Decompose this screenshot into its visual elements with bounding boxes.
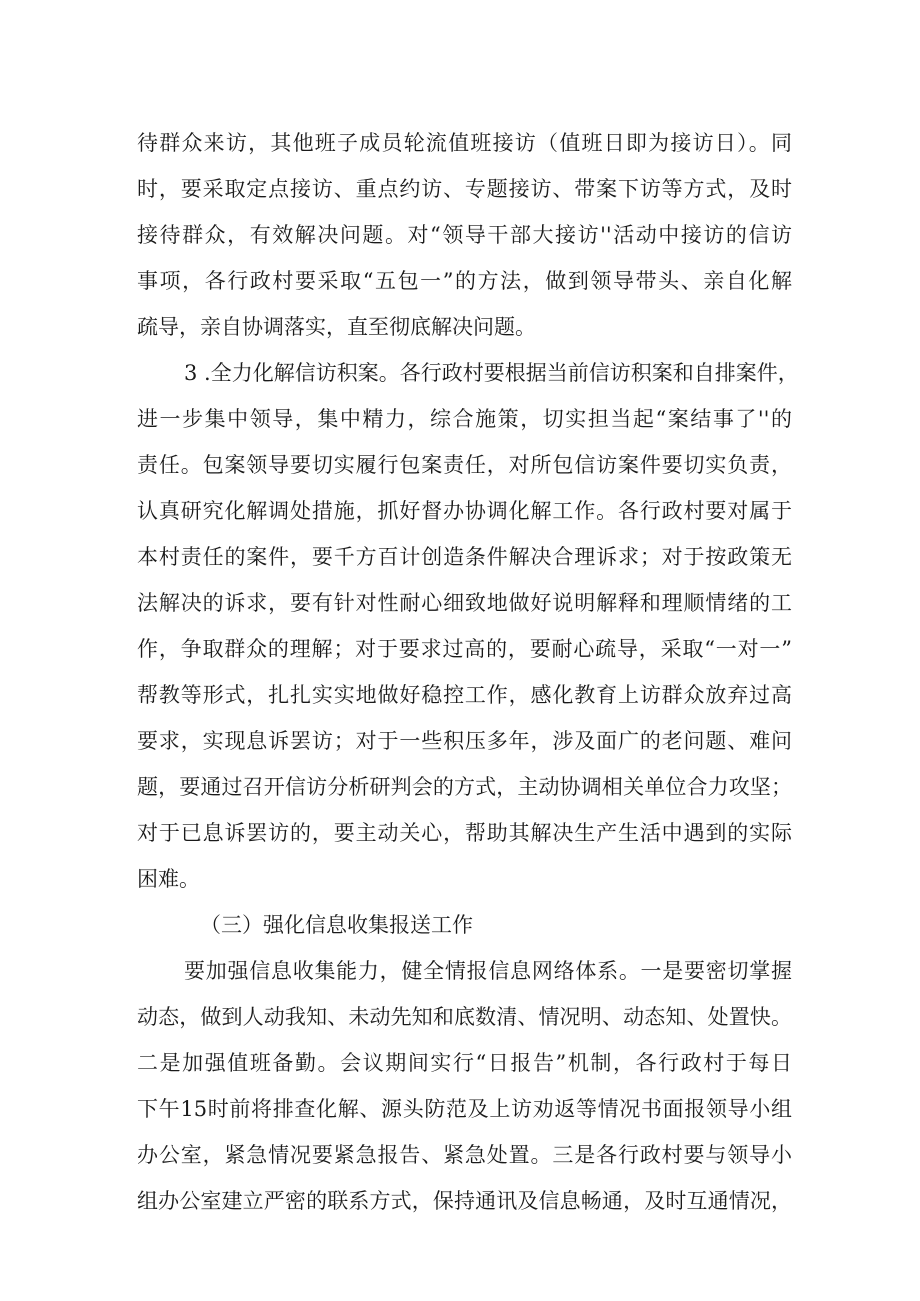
paragraph-line: 题，要通过召开信访分析研判会的方式，主动协调相关单位合力攻坚；	[137, 775, 792, 799]
section-heading: （三）强化信息收集报送工作	[200, 913, 473, 937]
paragraph-line: 二是加强值班备勤。会议期间实行“日报告”机制，各行政村于每日	[137, 1051, 792, 1075]
paragraph-line: 疏导，亲自协调落实，直至彻底解决问题。	[137, 315, 536, 339]
paragraph-line: 困难。	[137, 867, 200, 891]
paragraph-line: 动态，做到人动我知、未动先知和底数清、情况明、动态知、处置快。	[137, 1005, 792, 1029]
paragraph-line: 帮教等形式，扎扎实实地做好稳控工作，感化教育上访群众放弃过高	[137, 683, 792, 707]
paragraph-line: 事项，各行政村要采取“五包一”的方法，做到领导带头、亲自化解	[137, 269, 792, 293]
paragraph-line: 要求，实现息诉罢访；对于一些积压多年，涉及面广的老问题、难问	[137, 729, 792, 753]
paragraph-line: 进一步集中领导，集中精力，综合施策，切实担当起“案结事了''的	[137, 407, 792, 431]
paragraph-line: 对于已息诉罢访的，要主动关心，帮助其解决生产生活中遇到的实际	[137, 821, 792, 845]
paragraph-line: 组办公室建立严密的联系方式，保持通讯及信息畅通，及时互通情况，	[137, 1189, 792, 1213]
paragraph-line: 本村责任的案件，要千方百计创造条件解决合理诉求；对于按政策无	[137, 545, 792, 569]
paragraph-line: 作，争取群众的理解；对于要求过高的，要耐心疏导，采取“一对一”	[137, 637, 792, 661]
paragraph-line: 3 .全力化解信访积案。各行政村要根据当前信访积案和自排案件，	[184, 361, 799, 385]
paragraph-line: 待群众来访，其他班子成员轮流值班接访（值班日即为接访日）。同	[137, 131, 792, 155]
paragraph-line: 办公室，紧急情况要紧急报告、紧急处置。三是各行政村要与领导小	[137, 1143, 792, 1167]
paragraph-line: 要加强信息收集能力，健全情报信息网络体系。一是要密切掌握	[184, 959, 792, 983]
paragraph-line: 接待群众，有效解决问题。对“领导干部大接访''活动中接访的信访	[137, 223, 792, 247]
paragraph-line: 下午15时前将排查化解、源头防范及上访劝返等情况书面报领导小组	[137, 1097, 792, 1121]
paragraph-line: 认真研究化解调处措施，抓好督办协调化解工作。各行政村要对属于	[137, 499, 792, 523]
paragraph-line: 责任。包案领导要切实履行包案责任，对所包信访案件要切实负责，	[137, 453, 792, 477]
paragraph-line: 法解决的诉求，要有针对性耐心细致地做好说明解释和理顺情绪的工	[137, 591, 792, 615]
paragraph-line: 时，要采取定点接访、重点约访、专题接访、带案下访等方式，及时	[137, 177, 792, 201]
